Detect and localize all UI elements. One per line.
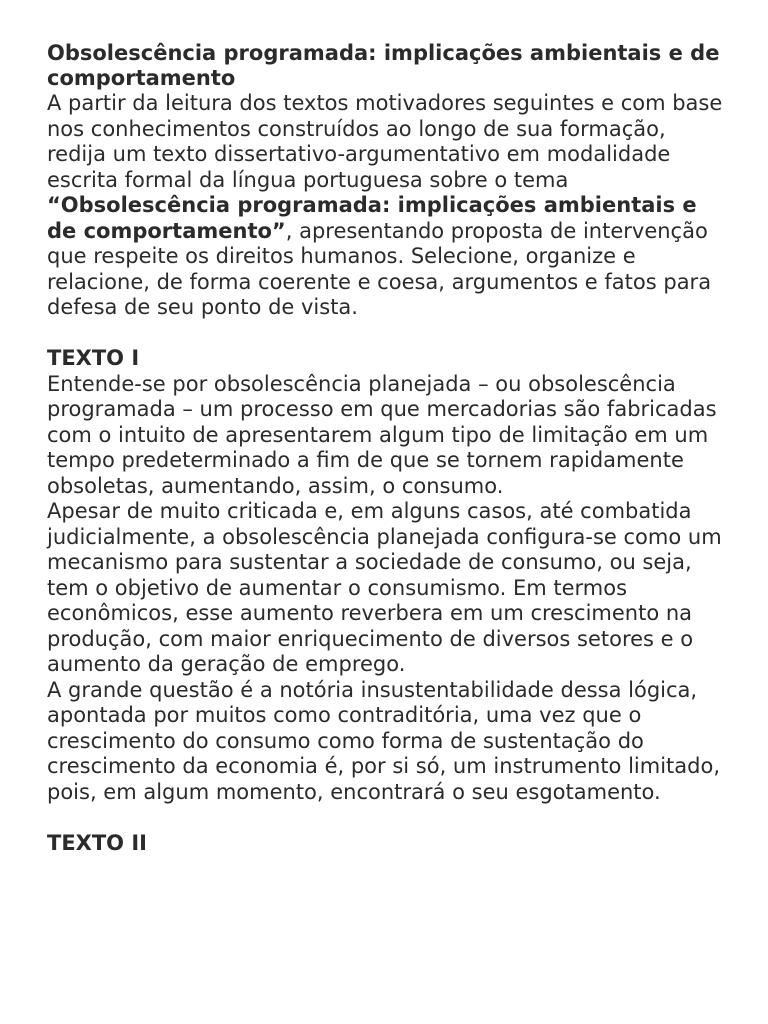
instructions-text-start: A partir da leitura dos textos motivadores seguintes e com base nos conhecimentos construídos ao longo de sua formação, redija um texto dissertativo-argumentativo em modalidade escrita formal da língua portuguesa sobre o tema xyxy=(47,91,723,192)
texto-1-paragraph-2: Apesar de muito criticada e, em alguns casos, até combatida judicialmente, a obsolescência planejada configura-se como um mecanismo para sustentar a sociedade de consumo, ou seja, tem o objetivo de aumentar o consumismo. Em termos econômicos, esse aumento reverbera em um crescimento na produção, com maior enriquecimento de diversos setores e o aumento da geração de emprego. xyxy=(47,499,722,676)
texto-2-heading: TEXTO II xyxy=(47,830,147,855)
texto-1-paragraph-3: A grande questão é a notória insustentabilidade dessa lógica, apontada por muitos como contraditória, uma vez que o crescimento do consumo como forma de sustentação do crescimento da economia é, por si só, um instrumento limitado, pois, em algum momento, encontrará o seu esgotamento. xyxy=(47,677,720,804)
instructions-paragraph xyxy=(47,91,728,321)
texto-1-heading: TEXTO I xyxy=(47,346,140,370)
document-title: Obsolescência programada: implicações ambientais e de comportamento xyxy=(47,41,720,90)
texto-1-paragraph-1: Entende-se por obsolescência planejada – ou obsolescência programada – um processo em que mercadorias são fabricadas com o intuito de apresentarem algum tipo de limitação em um tempo predeterminado a fim de que se tornem rapidamente obsoletas, aumentando, assim, o consumo. xyxy=(47,371,717,498)
instructions-text-end: , apresentando proposta de intervenção que respeite os direitos humanos. Selecione, organize e relacione, de forma coerente e coesa, argumentos e fatos para defesa de seu ponto de vista. xyxy=(47,218,712,319)
essay-theme: “Obsolescência programada: implicações ambientais e de comportamento” xyxy=(47,193,697,243)
